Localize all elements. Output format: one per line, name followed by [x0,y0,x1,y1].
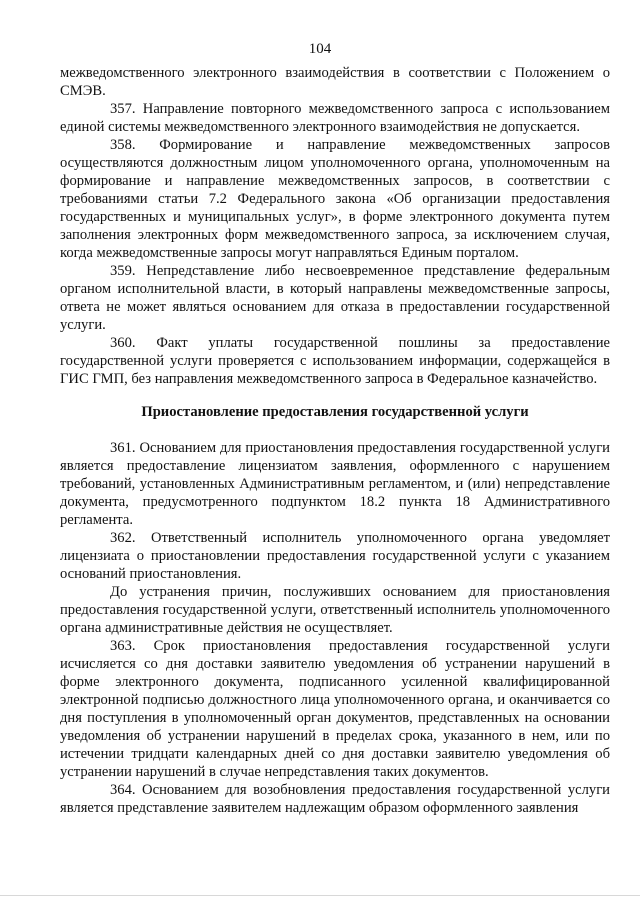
paragraph-358: 358. Формирование и направление межведомственных запросов осуществляются должностным лицом уполномоченного органа, уполномоченным на формирование и направление межведомственных запросов, в соответствии с требованиями статьи 7.2 Федерального закона «Об организации предоставления государственных и муниципальных услуг», в форме электронного документа путем заполнения электронных форм межведомственного запроса, за исключением случая, когда межведомственные запросы могут направляться Единым порталом. [60,137,610,261]
paragraph-364: 364. Основанием для возобновления предоставления государственной услуги является представление заявителем надлежащим образом оформленного заявления [60,782,610,816]
paragraph-360: 360. Факт уплаты государственной пошлины за предоставление государственной услуги проверяется с использованием информации, содержащейся в ГИС ГМП, без направления межведомственного запроса в Федеральное казначейство. [60,335,610,387]
paragraph-357: 357. Направление повторного межведомственного запроса с использованием единой системы межведомственного электронного взаимодействия не допускается. [60,101,610,135]
page-number: 104 [308,41,332,57]
scan-edge-line [0,895,640,896]
paragraph-359: 359. Непредставление либо несвоевременное представление федеральным органом исполнительной власти, в который направлены межведомственные запросы, ответа не может являться основанием для отказа в предоставлении государственной услуги. [60,263,610,333]
paragraph-continuation: межведомственного электронного взаимодействия в соответствии с Положением о СМЭВ. [60,65,610,99]
paragraph-363: 363. Срок приостановления предоставления государственной услуги исчисляется со дня доставки заявителю уведомления об устранении нарушений в форме электронного документа, подписанного усиленной квалифицированной электронной подписью должностного лица уполномоченного органа, и оканчивается со дня поступления в уполномоченный орган документов, представленных на основании уведомления об устранении нарушений в пределах срока, указанного в нем, или по истечении тридцати календарных дней со дня доставки заявителю уведомления об устранении нарушений в случае непредставления таких документов. [60,638,610,780]
section-heading: Приостановление предоставления государственной услуги [141,404,529,420]
paragraph-362: 362. Ответственный исполнитель уполномоченного органа уведомляет лицензиата о приостановлении предоставления государственной услуги с указанием оснований приостановления. [60,530,610,582]
paragraph-362-continued: До устранения причин, послуживших основанием для приостановления предоставления государственной услуги, ответственный исполнитель уполномоченного органа административные действия не осуществляет. [60,584,610,636]
document-body [60,64,610,817]
paragraph-361: 361. Основанием для приостановления предоставления государственной услуги является предоставление лицензиатом заявления, оформленного с нарушением требований, установленных Административным регламентом, и (или) непредставление документа, предусмотренного подпунктом 18.2 пункта 18 Административного регламента. [60,440,610,528]
